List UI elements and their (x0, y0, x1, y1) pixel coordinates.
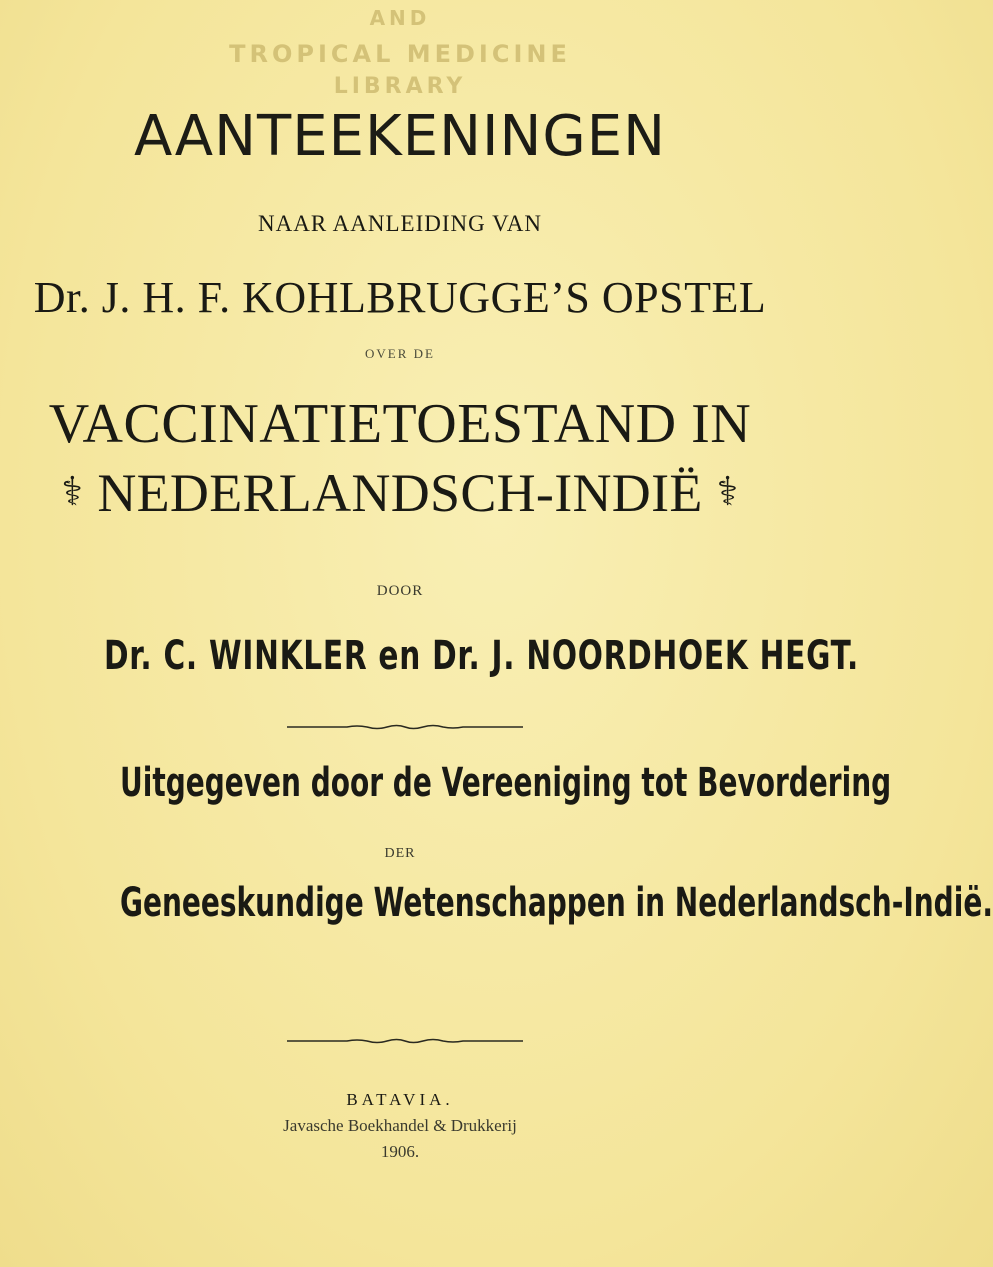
year: 1906. (380, 1142, 420, 1161)
essay-author-line: Dr. J. H. F. KOHLBRUGGE’S OPSTEL (33, 273, 767, 322)
publisher-line-1: Uitgegeven door de Vereeniging tot Bevordering (120, 760, 892, 806)
authors: Dr. C. WINKLER en Dr. J. NOORDHOEK HEGT. (104, 633, 860, 679)
der-label: DER (384, 846, 416, 861)
main-title: AANTEEKENINGEN (133, 104, 667, 169)
publisher-line-2: Geneeskundige Wetenschappen in Nederlandsch-Indië. (120, 880, 993, 926)
topic-line-1: VACCINATIETOESTAND IN (48, 393, 752, 455)
library-stamp-line2: TROPICAL MEDICINE (229, 40, 571, 68)
caduceus-icon-left: ⚕ (61, 469, 84, 514)
door-label: DOOR (376, 583, 424, 599)
place: BATAVIA. (346, 1090, 454, 1109)
library-stamp-line3: LIBRARY (333, 74, 467, 99)
subtitle: NAAR AANLEIDING VAN (258, 211, 542, 236)
topic-line-2: NEDERLANDSCH-INDIË (97, 463, 703, 523)
printer: Javasche Boekhandel & Drukkerij (283, 1116, 517, 1135)
library-stamp-line1: AND (369, 6, 431, 30)
caduceus-icon-right: ⚕ (716, 469, 739, 514)
ornamental-rule-bottom (287, 1038, 523, 1044)
over-de-label: OVER DE (365, 346, 435, 361)
topic-line-2-row (0, 462, 800, 524)
ornamental-rule-top (287, 724, 523, 730)
